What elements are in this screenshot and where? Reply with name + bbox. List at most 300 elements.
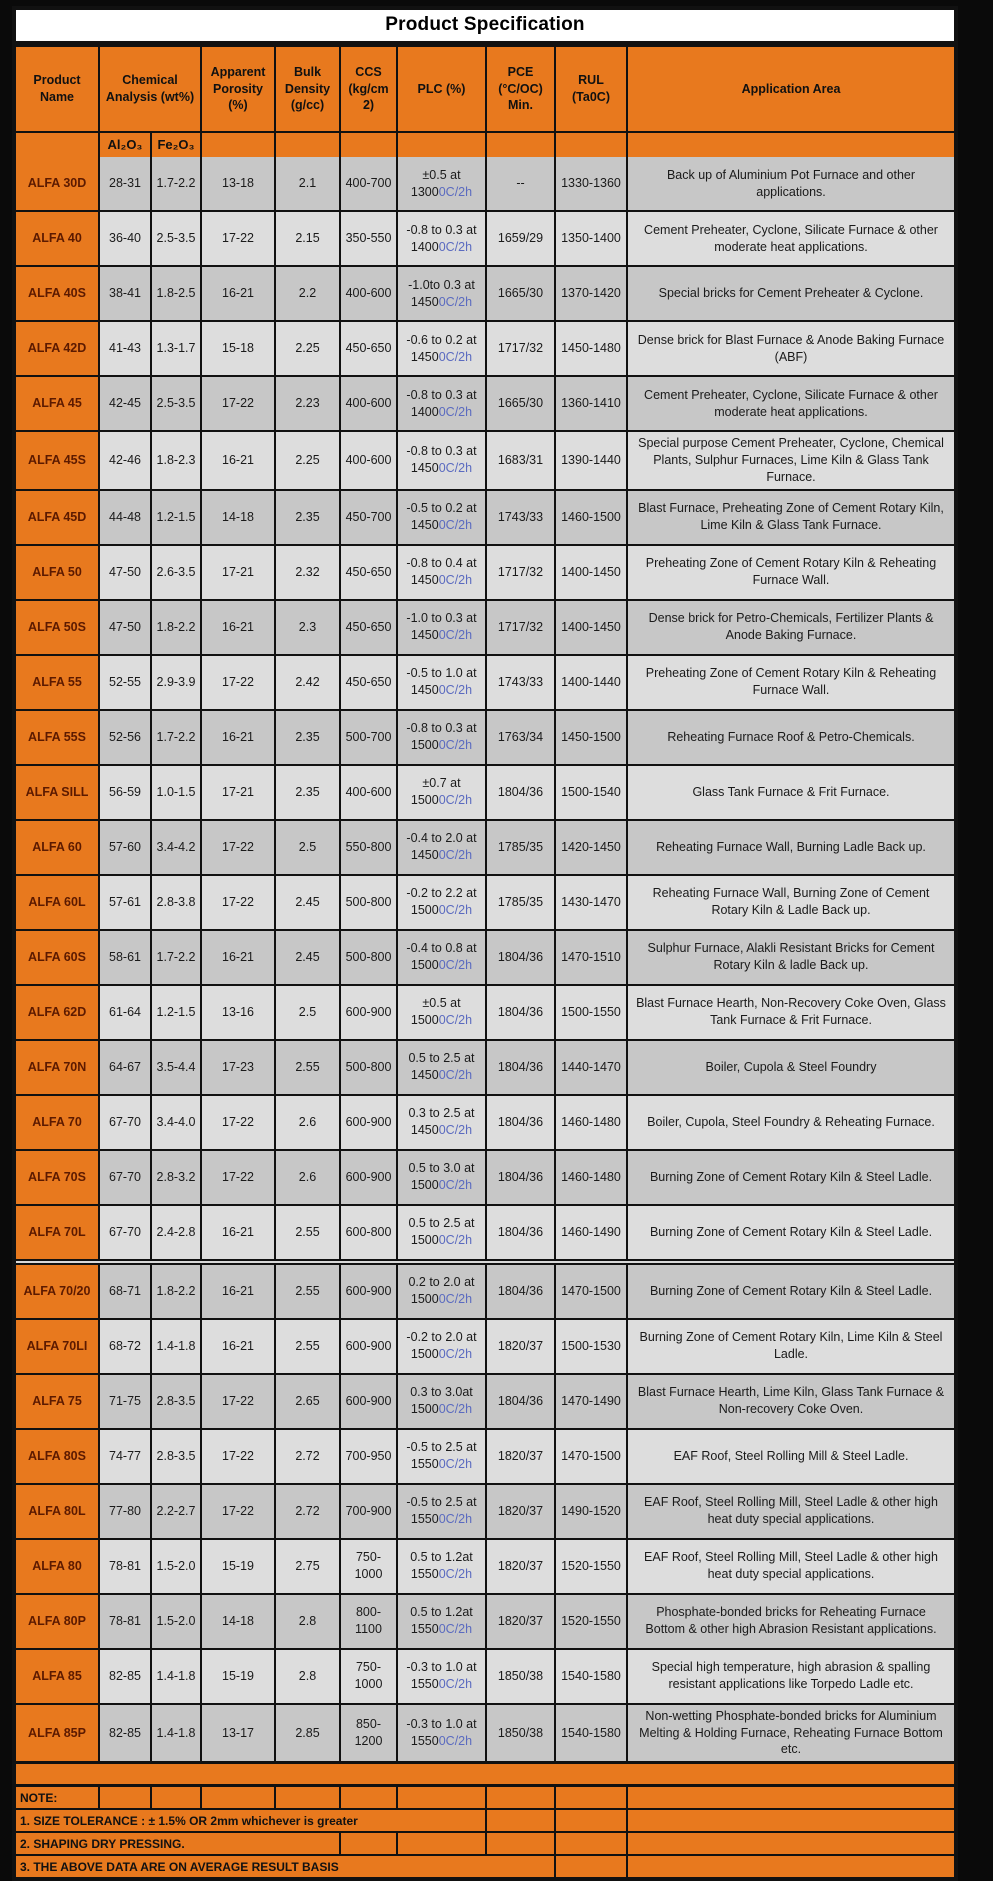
ccs-cell: 350-550 <box>339 212 396 265</box>
porosity-cell: 13-18 <box>200 157 274 210</box>
rul-cell: 1420-1450 <box>554 821 626 874</box>
density-cell: 2.5 <box>274 986 339 1039</box>
table-row <box>16 929 954 984</box>
ccs-cell: 750-1000 <box>339 1650 396 1703</box>
density-cell: 2.72 <box>274 1485 339 1538</box>
rul-cell: 1470-1490 <box>554 1375 626 1428</box>
ccs-cell: 600-900 <box>339 986 396 1039</box>
plc-cell: -0.4 to 0.8 at 15000C/2h <box>396 931 485 984</box>
al2o3-cell: 68-72 <box>98 1320 150 1373</box>
al2o3-cell: 41-43 <box>98 322 150 375</box>
table-row <box>16 1428 954 1483</box>
al2o3-cell: 47-50 <box>98 546 150 599</box>
al2o3-cell: 58-61 <box>98 931 150 984</box>
note-empty-cell <box>626 1810 954 1831</box>
rul-cell: 1370-1420 <box>554 267 626 320</box>
pce-cell: 1804/36 <box>485 1206 554 1259</box>
ccs-cell: 400-700 <box>339 157 396 210</box>
fe2o3-cell: 2.8-3.2 <box>150 1151 200 1204</box>
fe2o3-cell: 1.0-1.5 <box>150 766 200 819</box>
application-cell: Special purpose Cement Preheater, Cyclone, Chemical Plants, Sulphur Furnaces, Lime Kiln & Glass Tank Furnace. <box>626 432 954 489</box>
plc-unit: 0C/2h <box>438 1123 473 1138</box>
product-name-cell: ALFA 80L <box>16 1485 98 1538</box>
subheader-fe2o3: Fe₂O₃ <box>150 133 200 157</box>
density-cell: 2.15 <box>274 212 339 265</box>
note-row <box>16 1808 954 1831</box>
table-subheader-row <box>16 131 954 157</box>
density-cell: 2.25 <box>274 322 339 375</box>
table-header-row <box>16 45 954 131</box>
density-cell: 2.1 <box>274 157 339 210</box>
al2o3-cell: 42-46 <box>98 432 150 489</box>
note-empty-cell <box>396 1833 485 1854</box>
ccs-cell: 400-600 <box>339 377 396 430</box>
note-row <box>16 1787 954 1808</box>
pce-cell: 1820/37 <box>485 1595 554 1648</box>
table-row <box>16 489 954 544</box>
al2o3-cell: 67-70 <box>98 1096 150 1149</box>
note-empty-cell <box>554 1856 626 1877</box>
porosity-cell: 16-21 <box>200 1265 274 1318</box>
note-item: 3. THE ABOVE DATA ARE ON AVERAGE RESULT BASIS <box>16 1856 554 1877</box>
fe2o3-cell: 3.4-4.2 <box>150 821 200 874</box>
rul-cell: 1500-1550 <box>554 986 626 1039</box>
product-name-cell: ALFA 85P <box>16 1705 98 1762</box>
density-cell: 2.8 <box>274 1650 339 1703</box>
pce-cell: 1659/29 <box>485 212 554 265</box>
plc-cell: ±0.5 at 13000C/2h <box>396 157 485 210</box>
al2o3-cell: 44-48 <box>98 491 150 544</box>
product-name-cell: ALFA 55 <box>16 656 98 709</box>
product-name-cell: ALFA 60 <box>16 821 98 874</box>
notes-section <box>16 1787 954 1877</box>
table-row <box>16 1538 954 1593</box>
note-row <box>16 1831 954 1854</box>
product-name-cell: ALFA 30D <box>16 157 98 210</box>
al2o3-cell: 57-60 <box>98 821 150 874</box>
plc-unit: 0C/2h <box>438 573 473 588</box>
note-empty-cell <box>98 1787 150 1808</box>
porosity-cell: 16-21 <box>200 601 274 654</box>
porosity-cell: 13-16 <box>200 986 274 1039</box>
fe2o3-cell: 1.8-2.5 <box>150 267 200 320</box>
table-body <box>16 157 954 1761</box>
pce-cell: 1804/36 <box>485 1041 554 1094</box>
note-empty-cell <box>396 1787 485 1808</box>
plc-cell: -1.0 to 0.3 at 14500C/2h <box>396 601 485 654</box>
note-empty-cell <box>626 1856 954 1877</box>
plc-unit: 0C/2h <box>438 184 473 199</box>
note-empty-cell <box>626 1833 954 1854</box>
porosity-cell: 17-23 <box>200 1041 274 1094</box>
fe2o3-cell: 2.8-3.5 <box>150 1430 200 1483</box>
application-cell: Dense brick for Petro-Chemicals, Fertilizer Plants & Anode Baking Furnace. <box>626 601 954 654</box>
plc-unit: 0C/2h <box>438 903 473 918</box>
density-cell: 2.23 <box>274 377 339 430</box>
rul-cell: 1400-1450 <box>554 601 626 654</box>
pce-cell: 1804/36 <box>485 986 554 1039</box>
al2o3-cell: 67-70 <box>98 1206 150 1259</box>
product-name-cell: ALFA 80P <box>16 1595 98 1648</box>
application-cell: EAF Roof, Steel Rolling Mill & Steel Ladle. <box>626 1430 954 1483</box>
plc-cell: -0.2 to 2.2 at 15000C/2h <box>396 876 485 929</box>
porosity-cell: 17-22 <box>200 821 274 874</box>
density-cell: 2.2 <box>274 267 339 320</box>
plc-unit: 0C/2h <box>438 294 473 309</box>
application-cell: Burning Zone of Cement Rotary Kiln & Steel Ladle. <box>626 1206 954 1259</box>
table-row <box>16 1149 954 1204</box>
plc-unit: 0C/2h <box>438 239 473 254</box>
product-name-cell: ALFA 70 <box>16 1096 98 1149</box>
product-name-cell: ALFA SILL <box>16 766 98 819</box>
product-name-cell: ALFA 70/20 <box>16 1265 98 1318</box>
plc-cell: -0.8 to 0.3 at 14500C/2h <box>396 432 485 489</box>
porosity-cell: 15-19 <box>200 1540 274 1593</box>
porosity-cell: 16-21 <box>200 267 274 320</box>
ccs-cell: 450-650 <box>339 601 396 654</box>
fe2o3-cell: 2.9-3.9 <box>150 656 200 709</box>
plc-cell: -0.5 to 1.0 at 14500C/2h <box>396 656 485 709</box>
plc-cell: -0.8 to 0.3 at 15000C/2h <box>396 711 485 764</box>
note-label: NOTE: <box>16 1787 98 1808</box>
plc-unit: 0C/2h <box>438 1178 473 1193</box>
header-ccs: CCS (kg/cm 2) <box>339 47 396 131</box>
fe2o3-cell: 2.5-3.5 <box>150 212 200 265</box>
product-name-cell: ALFA 70N <box>16 1041 98 1094</box>
pce-cell: 1850/38 <box>485 1705 554 1762</box>
note-empty-cell <box>554 1810 626 1831</box>
note-empty-cell <box>200 1787 274 1808</box>
porosity-cell: 17-22 <box>200 1375 274 1428</box>
al2o3-cell: 67-70 <box>98 1151 150 1204</box>
table-row <box>16 1703 954 1762</box>
application-cell: Sulphur Furnace, Alakli Resistant Bricks for Cement Rotary Kiln & ladle Back up. <box>626 931 954 984</box>
plc-cell: -0.3 to 1.0 at 15500C/2h <box>396 1705 485 1762</box>
note-empty-cell <box>485 1833 554 1854</box>
porosity-cell: 14-18 <box>200 1595 274 1648</box>
rul-cell: 1400-1440 <box>554 656 626 709</box>
table-row <box>16 544 954 599</box>
product-name-cell: ALFA 62D <box>16 986 98 1039</box>
ccs-cell: 450-650 <box>339 656 396 709</box>
density-cell: 2.6 <box>274 1151 339 1204</box>
pce-cell: 1717/32 <box>485 546 554 599</box>
rul-cell: 1360-1410 <box>554 377 626 430</box>
rul-cell: 1540-1580 <box>554 1705 626 1762</box>
application-cell: Blast Furnace Hearth, Non-Recovery Coke Oven, Glass Tank Furnace & Frit Furnace. <box>626 986 954 1039</box>
fe2o3-cell: 3.4-4.0 <box>150 1096 200 1149</box>
application-cell: Burning Zone of Cement Rotary Kiln, Lime Kiln & Steel Ladle. <box>626 1320 954 1373</box>
porosity-cell: 17-22 <box>200 1485 274 1538</box>
plc-cell: -0.5 to 2.5 at 15500C/2h <box>396 1485 485 1538</box>
al2o3-cell: 82-85 <box>98 1705 150 1762</box>
fe2o3-cell: 1.4-1.8 <box>150 1320 200 1373</box>
fe2o3-cell: 1.5-2.0 <box>150 1540 200 1593</box>
al2o3-cell: 77-80 <box>98 1485 150 1538</box>
application-cell: Phosphate-bonded bricks for Reheating Furnace Bottom & other high Abrasion Resistant applications. <box>626 1595 954 1648</box>
fe2o3-cell: 1.2-1.5 <box>150 491 200 544</box>
porosity-cell: 15-18 <box>200 322 274 375</box>
rul-cell: 1350-1400 <box>554 212 626 265</box>
rul-cell: 1330-1360 <box>554 157 626 210</box>
header-pce: PCE (°C/OC) Min. <box>485 47 554 131</box>
density-cell: 2.65 <box>274 1375 339 1428</box>
separator-band <box>16 1761 954 1787</box>
density-cell: 2.45 <box>274 931 339 984</box>
ccs-cell: 700-900 <box>339 1485 396 1538</box>
plc-unit: 0C/2h <box>438 518 473 533</box>
table-row <box>16 709 954 764</box>
product-name-cell: ALFA 60L <box>16 876 98 929</box>
product-name-cell: ALFA 60S <box>16 931 98 984</box>
plc-unit: 0C/2h <box>438 1292 473 1307</box>
pce-cell: -- <box>485 157 554 210</box>
plc-cell: -1.0to 0.3 at 14500C/2h <box>396 267 485 320</box>
al2o3-cell: 78-81 <box>98 1595 150 1648</box>
ccs-cell: 400-600 <box>339 766 396 819</box>
table-row <box>16 1648 954 1703</box>
ccs-cell: 450-650 <box>339 546 396 599</box>
application-cell: Burning Zone of Cement Rotary Kiln & Steel Ladle. <box>626 1151 954 1204</box>
product-name-cell: ALFA 45S <box>16 432 98 489</box>
density-cell: 2.55 <box>274 1206 339 1259</box>
application-cell: Boiler, Cupola, Steel Foundry & Reheating Furnace. <box>626 1096 954 1149</box>
rul-cell: 1540-1580 <box>554 1650 626 1703</box>
pce-cell: 1743/33 <box>485 491 554 544</box>
plc-cell: ±0.7 at 15000C/2h <box>396 766 485 819</box>
plc-unit: 0C/2h <box>438 1013 473 1028</box>
pce-cell: 1820/37 <box>485 1540 554 1593</box>
application-cell: EAF Roof, Steel Rolling Mill, Steel Ladle & other high heat duty special applications. <box>626 1485 954 1538</box>
fe2o3-cell: 1.5-2.0 <box>150 1595 200 1648</box>
plc-cell: 0.3 to 2.5 at 14500C/2h <box>396 1096 485 1149</box>
ccs-cell: 400-600 <box>339 267 396 320</box>
application-cell: Non-wetting Phosphate-bonded bricks for Aluminium Melting & Holding Furnace, Reheating Furnace Bottom etc. <box>626 1705 954 1762</box>
note-empty-cell <box>485 1787 554 1808</box>
plc-unit: 0C/2h <box>438 1457 473 1472</box>
note-empty-cell <box>339 1833 396 1854</box>
pce-cell: 1717/32 <box>485 601 554 654</box>
pce-cell: 1804/36 <box>485 766 554 819</box>
rul-cell: 1500-1530 <box>554 1320 626 1373</box>
plc-unit: 0C/2h <box>438 1347 473 1362</box>
fe2o3-cell: 1.4-1.8 <box>150 1705 200 1762</box>
table-row <box>16 1204 954 1259</box>
product-name-cell: ALFA 70S <box>16 1151 98 1204</box>
fe2o3-cell: 2.4-2.8 <box>150 1206 200 1259</box>
plc-cell: -0.3 to 1.0 at 15500C/2h <box>396 1650 485 1703</box>
porosity-cell: 15-19 <box>200 1650 274 1703</box>
plc-cell: -0.8 to 0.3 at 14000C/2h <box>396 212 485 265</box>
pce-cell: 1804/36 <box>485 1265 554 1318</box>
ccs-cell: 500-800 <box>339 931 396 984</box>
plc-cell: -0.8 to 0.4 at 14500C/2h <box>396 546 485 599</box>
table-row <box>16 599 954 654</box>
pce-cell: 1804/36 <box>485 931 554 984</box>
ccs-cell: 450-700 <box>339 491 396 544</box>
al2o3-cell: 52-55 <box>98 656 150 709</box>
pce-cell: 1850/38 <box>485 1650 554 1703</box>
product-name-cell: ALFA 70LI <box>16 1320 98 1373</box>
density-cell: 2.72 <box>274 1430 339 1483</box>
pce-cell: 1763/34 <box>485 711 554 764</box>
plc-cell: 0.5 to 3.0 at 15000C/2h <box>396 1151 485 1204</box>
density-cell: 2.55 <box>274 1041 339 1094</box>
ccs-cell: 500-800 <box>339 1041 396 1094</box>
porosity-cell: 17-22 <box>200 377 274 430</box>
pce-cell: 1785/35 <box>485 876 554 929</box>
table-row <box>16 320 954 375</box>
porosity-cell: 16-21 <box>200 711 274 764</box>
ccs-cell: 450-650 <box>339 322 396 375</box>
note-empty-cell <box>339 1787 396 1808</box>
density-cell: 2.85 <box>274 1705 339 1762</box>
plc-unit: 0C/2h <box>438 1068 473 1083</box>
plc-cell: -0.6 to 0.2 at 14500C/2h <box>396 322 485 375</box>
application-cell: Back up of Aluminium Pot Furnace and other applications. <box>626 157 954 210</box>
application-cell: Burning Zone of Cement Rotary Kiln & Steel Ladle. <box>626 1265 954 1318</box>
pce-cell: 1785/35 <box>485 821 554 874</box>
plc-unit: 0C/2h <box>438 1567 473 1582</box>
al2o3-cell: 64-67 <box>98 1041 150 1094</box>
al2o3-cell: 78-81 <box>98 1540 150 1593</box>
fe2o3-cell: 1.8-2.3 <box>150 432 200 489</box>
table-row <box>16 1593 954 1648</box>
ccs-cell: 500-800 <box>339 876 396 929</box>
al2o3-cell: 42-45 <box>98 377 150 430</box>
note-item: 2. SHAPING DRY PRESSING. <box>16 1833 339 1854</box>
density-cell: 2.35 <box>274 711 339 764</box>
pce-cell: 1665/30 <box>485 377 554 430</box>
pce-cell: 1743/33 <box>485 656 554 709</box>
table-row <box>16 1318 954 1373</box>
table-row <box>16 764 954 819</box>
rul-cell: 1430-1470 <box>554 876 626 929</box>
al2o3-cell: 68-71 <box>98 1265 150 1318</box>
header-bulk-density: Bulk Density (g/cc) <box>274 47 339 131</box>
plc-unit: 0C/2h <box>438 461 473 476</box>
plc-cell: -0.5 to 0.2 at 14500C/2h <box>396 491 485 544</box>
ccs-cell: 850-1200 <box>339 1705 396 1762</box>
header-apparent-porosity: Apparent Porosity (%) <box>200 47 274 131</box>
plc-unit: 0C/2h <box>438 1512 473 1527</box>
plc-unit: 0C/2h <box>438 793 473 808</box>
rul-cell: 1520-1550 <box>554 1595 626 1648</box>
fe2o3-cell: 2.8-3.5 <box>150 1375 200 1428</box>
porosity-cell: 17-21 <box>200 546 274 599</box>
plc-cell: -0.5 to 2.5 at 15500C/2h <box>396 1430 485 1483</box>
note-empty-cell <box>485 1810 554 1831</box>
al2o3-cell: 38-41 <box>98 267 150 320</box>
rul-cell: 1440-1470 <box>554 1041 626 1094</box>
plc-cell: -0.8 to 0.3 at 14000C/2h <box>396 377 485 430</box>
product-name-cell: ALFA 40S <box>16 267 98 320</box>
rul-cell: 1460-1490 <box>554 1206 626 1259</box>
ccs-cell: 400-600 <box>339 432 396 489</box>
note-empty-cell <box>150 1787 200 1808</box>
rul-cell: 1490-1520 <box>554 1485 626 1538</box>
porosity-cell: 17-22 <box>200 1096 274 1149</box>
plc-cell: -0.4 to 2.0 at 14500C/2h <box>396 821 485 874</box>
al2o3-cell: 57-61 <box>98 876 150 929</box>
subheader-empty <box>16 133 98 157</box>
al2o3-cell: 28-31 <box>98 157 150 210</box>
application-cell: Preheating Zone of Cement Rotary Kiln & Reheating Furnace Wall. <box>626 546 954 599</box>
density-cell: 2.6 <box>274 1096 339 1149</box>
density-cell: 2.25 <box>274 432 339 489</box>
header-plc: PLC (%) <box>396 47 485 131</box>
rul-cell: 1450-1480 <box>554 322 626 375</box>
al2o3-cell: 74-77 <box>98 1430 150 1483</box>
porosity-cell: 13-17 <box>200 1705 274 1762</box>
al2o3-cell: 36-40 <box>98 212 150 265</box>
density-cell: 2.55 <box>274 1320 339 1373</box>
al2o3-cell: 82-85 <box>98 1650 150 1703</box>
application-cell: Blast Furnace, Preheating Zone of Cement Rotary Kiln, Lime Kiln & Glass Tank Furnace. <box>626 491 954 544</box>
header-rul: RUL (Ta0C) <box>554 47 626 131</box>
fe2o3-cell: 1.8-2.2 <box>150 601 200 654</box>
application-cell: Blast Furnace Hearth, Lime Kiln, Glass Tank Furnace & Non-recovery Coke Oven. <box>626 1375 954 1428</box>
plc-unit: 0C/2h <box>438 1233 473 1248</box>
ccs-cell: 600-900 <box>339 1151 396 1204</box>
table-row <box>16 874 954 929</box>
porosity-cell: 16-21 <box>200 1206 274 1259</box>
rul-cell: 1500-1540 <box>554 766 626 819</box>
product-name-cell: ALFA 40 <box>16 212 98 265</box>
pce-cell: 1820/37 <box>485 1320 554 1373</box>
table-row <box>16 1483 954 1538</box>
application-cell: Reheating Furnace Wall, Burning Zone of Cement Rotary Kiln & Ladle Back up. <box>626 876 954 929</box>
porosity-cell: 17-22 <box>200 876 274 929</box>
fe2o3-cell: 3.5-4.4 <box>150 1041 200 1094</box>
table-row <box>16 1373 954 1428</box>
application-cell: Cement Preheater, Cyclone, Silicate Furnace & other moderate heat applications. <box>626 377 954 430</box>
plc-unit: 0C/2h <box>438 848 473 863</box>
table-row <box>16 654 954 709</box>
product-name-cell: ALFA 70L <box>16 1206 98 1259</box>
density-cell: 2.8 <box>274 1595 339 1648</box>
porosity-cell: 17-22 <box>200 212 274 265</box>
rul-cell: 1470-1500 <box>554 1265 626 1318</box>
application-cell: Dense brick for Blast Furnace & Anode Baking Furnace (ABF) <box>626 322 954 375</box>
application-cell: EAF Roof, Steel Rolling Mill, Steel Ladle & other high heat duty special applications. <box>626 1540 954 1593</box>
plc-unit: 0C/2h <box>438 683 473 698</box>
fe2o3-cell: 2.6-3.5 <box>150 546 200 599</box>
product-name-cell: ALFA 80S <box>16 1430 98 1483</box>
pce-cell: 1665/30 <box>485 267 554 320</box>
product-name-cell: ALFA 75 <box>16 1375 98 1428</box>
rul-cell: 1460-1500 <box>554 491 626 544</box>
note-item: 1. SIZE TOLERANCE : ± 1.5% OR 2mm whichever is greater <box>16 1810 485 1831</box>
plc-unit: 0C/2h <box>438 1622 473 1637</box>
plc-unit: 0C/2h <box>438 1677 473 1692</box>
plc-unit: 0C/2h <box>438 404 473 419</box>
rul-cell: 1460-1480 <box>554 1096 626 1149</box>
ccs-cell: 700-950 <box>339 1430 396 1483</box>
table-row <box>16 430 954 489</box>
plc-cell: 0.5 to 2.5 at 15000C/2h <box>396 1206 485 1259</box>
rul-cell: 1470-1500 <box>554 1430 626 1483</box>
ccs-cell: 800-1100 <box>339 1595 396 1648</box>
plc-cell: -0.2 to 2.0 at 15000C/2h <box>396 1320 485 1373</box>
table-row <box>16 819 954 874</box>
density-cell: 2.3 <box>274 601 339 654</box>
density-cell: 2.35 <box>274 491 339 544</box>
plc-unit: 0C/2h <box>438 628 473 643</box>
density-cell: 2.5 <box>274 821 339 874</box>
rul-cell: 1470-1510 <box>554 931 626 984</box>
plc-cell: 0.5 to 1.2at 15500C/2h <box>396 1595 485 1648</box>
